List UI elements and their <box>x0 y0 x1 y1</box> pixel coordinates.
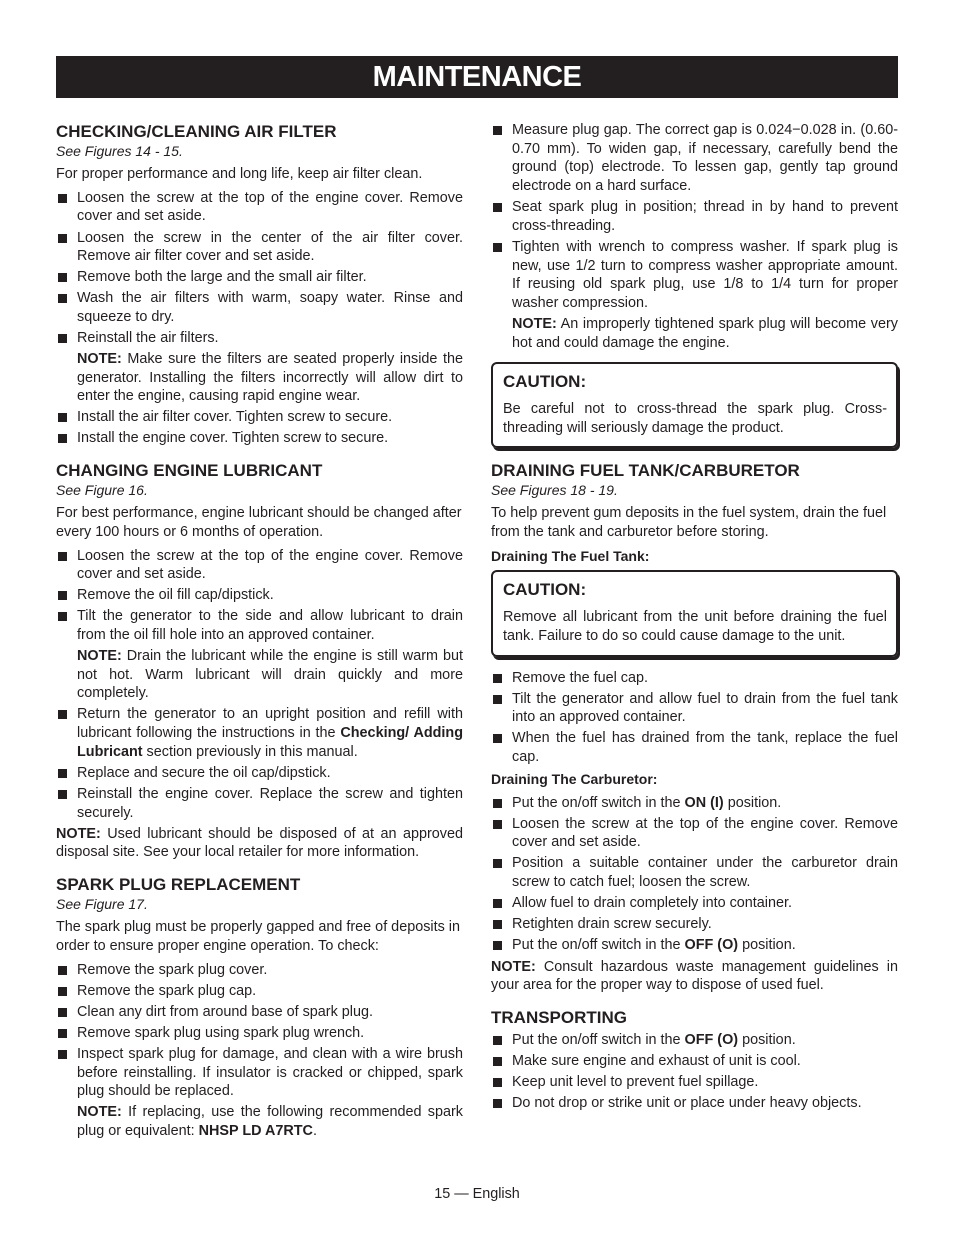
list-item: Loosen the screw at the top of the engine cover. Remove cover and set aside. <box>56 547 463 584</box>
caution-title: CAUTION: <box>503 580 587 600</box>
step-list <box>491 1031 898 1113</box>
part-number: NHSP LD A7RTC <box>198 1122 313 1139</box>
step-list <box>491 794 898 956</box>
section-heading: CHECKING/CLEANING AIR FILTER <box>56 122 337 141</box>
section-heading: DRAINING FUEL TANK/CARBURETOR <box>491 461 800 481</box>
lubricant-section <box>56 460 463 862</box>
list-item: Do not drop or strike unit or place under heavy objects. <box>491 1094 898 1113</box>
figure-reference: See Figures 18 - 19. <box>491 482 618 499</box>
right-column <box>491 121 898 1115</box>
section-intro: To help prevent gum deposits in the fuel system, drain the fuel from the tank and carburetor before storing. <box>491 505 887 541</box>
left-column <box>56 121 463 1143</box>
list-item: Replace and secure the oil cap/dipstick. <box>56 764 463 783</box>
step-list <box>56 547 463 823</box>
section-heading: SPARK PLUG REPLACEMENT <box>56 875 301 895</box>
list-item: Seat spark plug in position; thread in by hand to prevent cross-threading. <box>491 198 898 235</box>
list-item: Remove the oil fill cap/dipstick. <box>56 586 463 605</box>
list-item <box>491 238 898 352</box>
list-item: Install the engine cover. Tighten screw to secure. <box>56 429 463 448</box>
caution-title: CAUTION: <box>503 372 587 392</box>
section-heading: TRANSPORTING <box>491 1007 627 1027</box>
note-label: NOTE: <box>491 958 536 975</box>
note <box>77 1103 463 1140</box>
note-label: NOTE: <box>77 350 122 367</box>
section-heading: CHANGING ENGINE LUBRICANT <box>56 461 323 481</box>
caution-box <box>491 570 898 656</box>
list-item-text: Return the generator to an upright position and refill with lubricant following the instructions in the <box>77 706 463 742</box>
caution-text: Remove all lubricant from the unit before draining the fuel tank. Failure to do so could cause damage to the unit. <box>503 609 887 644</box>
list-item-text: Tilt the generator to the side and allow lubricant to drain from the oil fill hole into an approved container. <box>77 608 463 644</box>
step-list <box>491 121 898 352</box>
list-item: Remove both the large and the small air filter. <box>56 268 463 287</box>
subheading: Draining The Fuel Tank: <box>491 547 650 564</box>
list-item-text: Tighten with wrench to compress washer. If spark plug is new, use 1/2 turn to compress washer appropriate amount. If reusing old spark plug, use 1/8 to 1/4 turn for proper washer compression. <box>512 239 898 312</box>
list-item-text: Put the on/off switch in the <box>512 937 685 954</box>
caution-box <box>491 362 898 448</box>
note <box>77 350 463 406</box>
list-item: Wash the air filters with warm, soapy water. Rinse and squeeze to dry. <box>56 289 463 326</box>
list-item <box>56 705 463 761</box>
list-item-text: position. <box>723 794 782 811</box>
list-item: When the fuel has drained from the tank, replace the fuel cap. <box>491 729 898 766</box>
note-text: Consult hazardous waste management guidelines in your area for the proper way to dispose of used fuel. <box>491 958 898 994</box>
page-footer: 15 — English <box>434 1186 520 1202</box>
page-title: MAINTENANCE <box>56 56 898 98</box>
list-item: Measure plug gap. The correct gap is 0.024−0.028 in. (0.60-0.70 mm). To widen gap, if necessary, carefully bend the ground (top) electrode. To lessen gap, gently tap ground electrode on a hard surface. <box>491 121 898 196</box>
list-item <box>56 329 463 406</box>
figure-reference: See Figure 17. <box>56 896 148 913</box>
list-item: Loosen the screw at the top of the engine cover. Remove cover and set aside. <box>56 189 463 226</box>
note <box>512 315 898 352</box>
spark-plug-continued <box>491 121 898 352</box>
list-item <box>491 936 898 955</box>
list-item <box>56 607 463 703</box>
list-item-text: position. <box>738 937 796 954</box>
list-item: Allow fuel to drain completely into container. <box>491 894 898 913</box>
note-label: NOTE: <box>77 647 122 664</box>
list-item: Reinstall the engine cover. Replace the screw and tighten securely. <box>56 785 463 822</box>
list-item: Loosen the screw in the center of the air filter cover. Remove air filter cover and set aside. <box>56 229 463 266</box>
list-item: Install the air filter cover. Tighten screw to secure. <box>56 408 463 427</box>
note-text: Used lubricant should be disposed of at an approved disposal site. See your local retailer for more information. <box>56 825 463 861</box>
list-item-text: position. <box>738 1031 796 1048</box>
note-text: If replacing, use the following recommended spark plug or equivalent: <box>77 1104 463 1139</box>
fuel-section <box>491 460 898 995</box>
cross-reference: Checking/ Adding Lubricant <box>77 725 463 760</box>
list-item: Clean any dirt from around base of spark plug. <box>56 1003 463 1022</box>
list-item <box>56 1045 463 1141</box>
list-item: Remove the spark plug cover. <box>56 961 463 980</box>
list-item: Remove spark plug using spark plug wrench. <box>56 1024 463 1043</box>
note-label: NOTE: <box>77 1104 122 1121</box>
list-item: Position a suitable container under the carburetor drain screw to catch fuel; loosen the screw. <box>491 854 898 891</box>
list-item-text: Inspect spark plug for damage, and clean with a wire brush before reinstalling. If insulator is cracked or chipped, spark plug should be replaced. <box>77 1045 463 1100</box>
list-item: Tilt the generator and allow fuel to drain from the fuel tank into an approved container. <box>491 690 898 727</box>
list-item-text: section previously in this manual. <box>142 743 358 760</box>
switch-position: ON (I) <box>684 794 724 811</box>
note-label: NOTE: <box>56 825 101 842</box>
figure-reference: See Figures 14 - 15. <box>56 143 183 159</box>
list-item: Keep unit level to prevent fuel spillage. <box>491 1073 898 1092</box>
list-item-text: Put the on/off switch in the <box>512 1031 685 1048</box>
switch-position: OFF (O) <box>684 937 739 954</box>
note <box>56 825 463 862</box>
section-intro: For best performance, engine lubricant should be changed after every 100 hours or 6 months of operation. <box>56 505 462 540</box>
step-list <box>56 961 463 1141</box>
list-item: Remove the spark plug cap. <box>56 982 463 1001</box>
list-item: Make sure engine and exhaust of unit is cool. <box>491 1052 898 1071</box>
spark-plug-section <box>56 874 463 1140</box>
note-label: NOTE: <box>512 315 557 332</box>
note-text: An improperly tightened spark plug will become very hot and could damage the engine. <box>512 315 898 351</box>
transport-section <box>491 1007 898 1113</box>
list-item <box>491 794 898 813</box>
list-item-text: Reinstall the air filters. <box>77 330 219 347</box>
switch-position: OFF (O) <box>684 1031 739 1048</box>
list-item: Loosen the screw at the top of the engine cover. Remove cover and set aside. <box>491 815 898 852</box>
figure-reference: See Figure 16. <box>56 482 148 499</box>
note-text: Make sure the filters are seated properly inside the generator. Installing the filters incorrectly will allow dirt to enter the engine, causing rapid engine wear. <box>77 350 463 405</box>
section-intro: For proper performance and long life, keep air filter clean. <box>56 166 423 182</box>
note <box>491 958 898 995</box>
list-item <box>491 1031 898 1050</box>
list-item: Retighten drain screw securely. <box>491 915 898 934</box>
list-item: Remove the fuel cap. <box>491 669 898 688</box>
note <box>77 647 463 703</box>
step-list <box>56 189 463 448</box>
step-list <box>491 669 898 767</box>
subheading: Draining The Carburetor: <box>491 770 658 787</box>
note-text: Drain the lubricant while the engine is still warm but not hot. Warm lubricant will drain quickly and more completely. <box>77 647 463 702</box>
note-text: . <box>312 1122 317 1139</box>
list-item-text: Put the on/off switch in the <box>512 794 685 811</box>
caution-text: Be careful not to cross-thread the spark plug. Cross-threading will seriously damage the product. <box>503 400 887 436</box>
section-intro: The spark plug must be properly gapped and free of deposits in order to ensure proper engine operation. To check: <box>56 919 460 954</box>
air-filter-section <box>56 121 463 448</box>
